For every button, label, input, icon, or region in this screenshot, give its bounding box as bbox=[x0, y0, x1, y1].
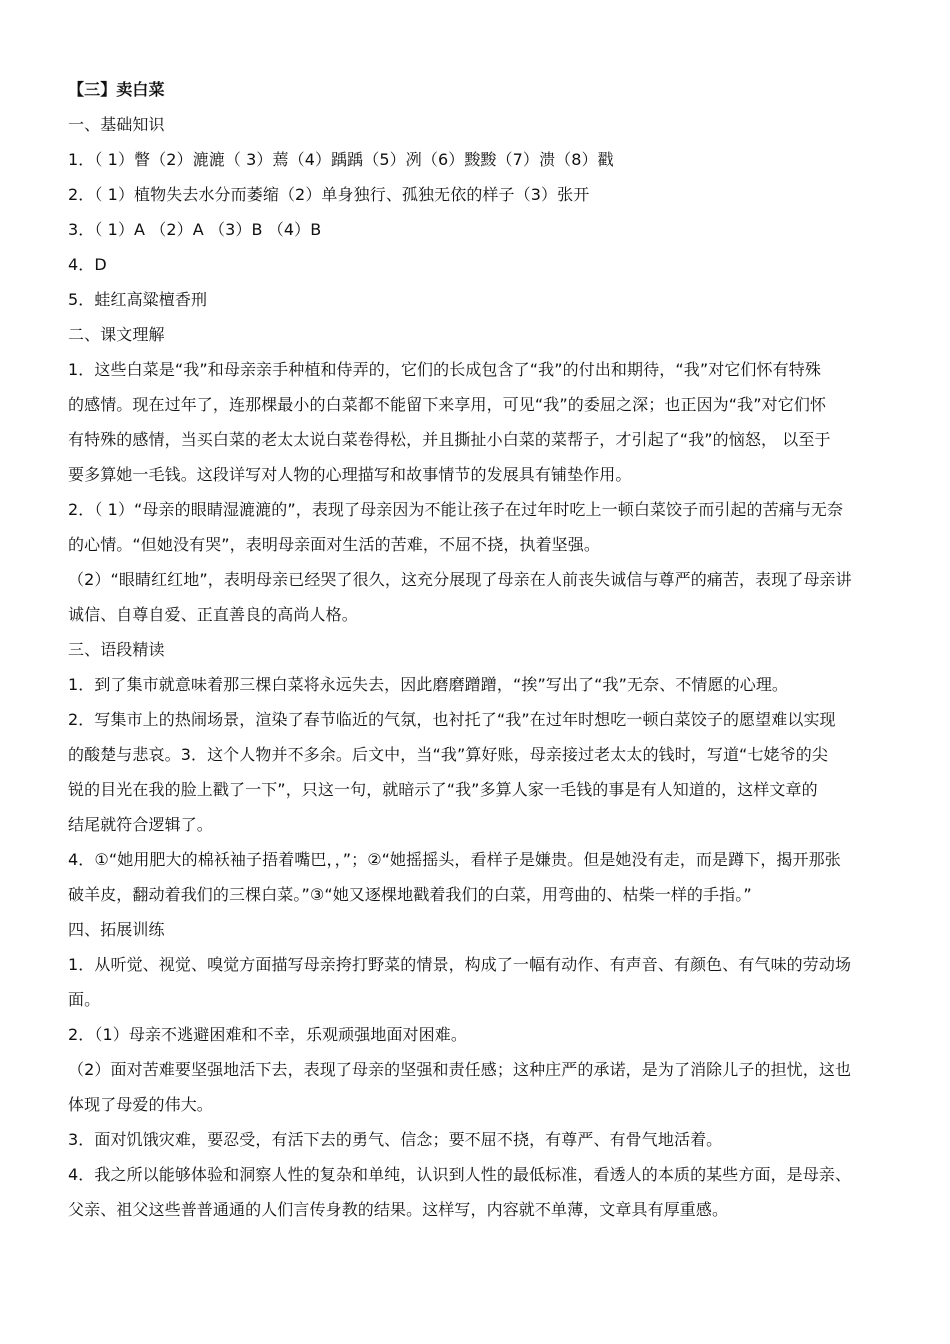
section-title: 【三】卖白菜 bbox=[68, 80, 165, 99]
section-heading-close-reading: 三、语段精读 bbox=[68, 640, 165, 659]
answer-line: 1．到了集市就意味着那三棵白菜将永远失去，因此磨磨蹭蹭，“挨”写出了“我”无奈、不情愿的心理。 bbox=[68, 675, 789, 694]
answer-line: 的酸楚与悲哀。3．这个人物并不多余。后文中，当“我”算好账，母亲接过老太太的钱时，写道“七姥爷的尖 bbox=[68, 745, 828, 764]
section-heading-basics: 一、基础知识 bbox=[68, 115, 165, 134]
answer-line: 1．这些白菜是“我”和母亲亲手种植和侍弄的，它们的长成包含了“我”的付出和期待，“我”对它们怀有特殊 bbox=[68, 360, 821, 379]
answer-line: 体现了母爱的伟大。 bbox=[68, 1095, 213, 1114]
answer-line: 破羊皮，翻动着我们的三棵白菜。”③“她又逐棵地戳着我们的白菜，用弯曲的、枯柴一样的手指。” bbox=[68, 885, 752, 904]
answer-line: 1．（ 1）瞥（2）漉漉（ 3）蔫（4）踽踽（5）冽（6）黢黢（7）溃（8）戳 bbox=[68, 150, 614, 169]
answer-line: 的心情。“但她没有哭”，表明母亲面对生活的苦难，不屈不挠，执着坚强。 bbox=[68, 535, 600, 554]
answer-line: 3．面对饥饿灾难，要忍受，有活下去的勇气、信念；要不屈不挠，有尊严、有骨气地活着。 bbox=[68, 1130, 723, 1149]
answer-line: 4．①“她用肥大的棉袄袖子捂着嘴巴，，”；②“她摇摇头，看样子是嫌贵。但是她没有走，而是蹲下，揭开那张 bbox=[68, 850, 841, 869]
answer-line: 5．蛙红高粱檀香刑 bbox=[68, 290, 208, 309]
answer-line: 有特殊的感情，当买白菜的老太太说白菜卷得松，并且撕扯小白菜的菜帮子，才引起了“我”的恼怒， 以至于 bbox=[68, 430, 831, 449]
document-page bbox=[68, 72, 888, 1227]
answer-line: 1．从听觉、视觉、嗅觉方面描写母亲挎打野菜的情景，构成了一幅有动作、有声音、有颜色、有气味的劳动场 bbox=[68, 955, 852, 974]
answer-line: 的感情。现在过年了，连那棵最小的白菜都不能留下来享用，可见“我”的委屈之深；也正因为“我”对它们怀 bbox=[68, 395, 827, 414]
answer-line: 要多算她一毛钱。这段详写对人物的心理描写和故事情节的发展具有铺垫作用。 bbox=[68, 465, 632, 484]
answer-line: 3．（ 1）A （2）A （3）B （4）B bbox=[68, 220, 322, 239]
answer-line: 父亲、祖父这些普普通通的人们言传身教的结果。这样写，内容就不单薄，文章具有厚重感。 bbox=[68, 1200, 729, 1219]
answer-line: 诚信、自尊自爱、正直善良的高尚人格。 bbox=[68, 605, 358, 624]
answer-line: 2．（1）母亲不逃避困难和不幸，乐观顽强地面对困难。 bbox=[68, 1025, 467, 1044]
answer-line: 锐的目光在我的脸上戳了一下”，只这一句，就暗示了“我”多算人家一毛钱的事是有人知道的，这样文章的 bbox=[68, 780, 818, 799]
answer-line: 2．（ 1）植物失去水分而萎缩（2）单身独行、孤独无依的样子（3）张开 bbox=[68, 185, 590, 204]
section-heading-extension: 四、拓展训练 bbox=[68, 920, 165, 939]
section-heading-comprehension: 二、课文理解 bbox=[68, 325, 165, 344]
answer-line: 结尾就符合逻辑了。 bbox=[68, 815, 213, 834]
answer-line: 4．我之所以能够体验和洞察人性的复杂和单纯，认识到人性的最低标准，看透人的本质的某些方面，是母亲、 bbox=[68, 1165, 852, 1184]
answer-line: （2）面对苦难要坚强地活下去，表现了母亲的坚强和责任感；这种庄严的承诺，是为了消除儿子的担忧，这也 bbox=[68, 1060, 852, 1079]
answer-line: 面。 bbox=[68, 990, 101, 1009]
answer-line: 4．D bbox=[68, 255, 107, 274]
answer-line: 2．写集市上的热闹场景，渲染了春节临近的气氛，也衬托了“我”在过年时想吃一顿白菜饺子的愿望难以实现 bbox=[68, 710, 836, 729]
answer-line: 2．（ 1）“母亲的眼睛湿漉漉的”，表现了母亲因为不能让孩子在过年时吃上一顿白菜饺子而引起的苦痛与无奈 bbox=[68, 500, 844, 519]
answer-line: （2）“眼睛红红地”，表明母亲已经哭了很久，这充分展现了母亲在人前丧失诚信与尊严的痛苦，表现了母亲讲 bbox=[68, 570, 852, 589]
